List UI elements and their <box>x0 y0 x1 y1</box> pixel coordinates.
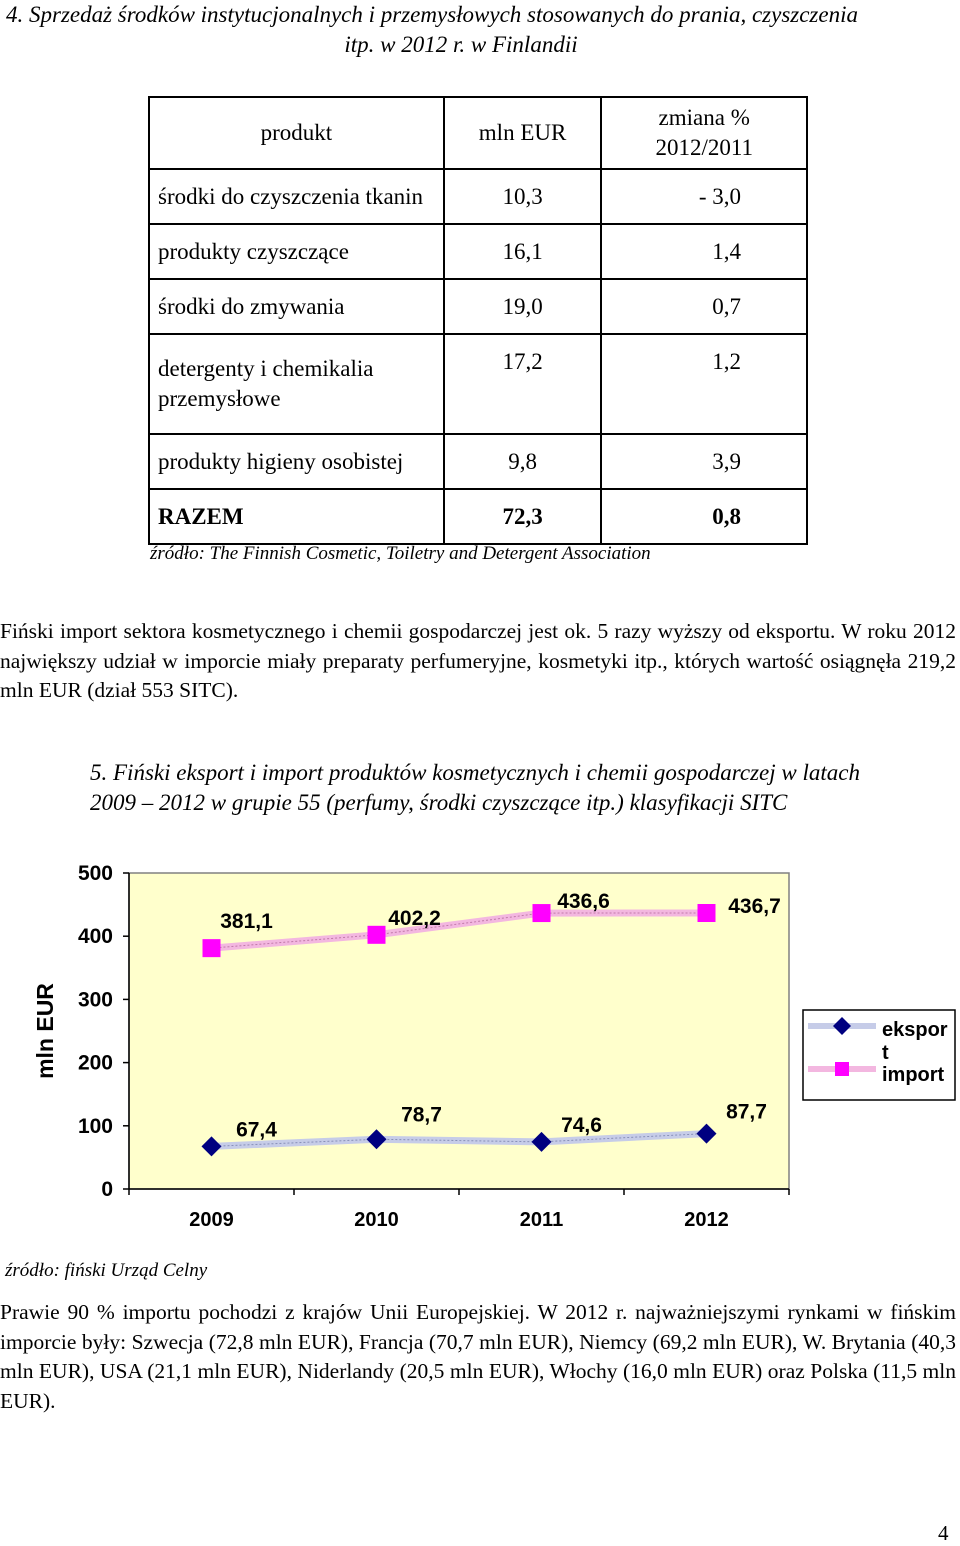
cell-produkt <box>149 334 444 434</box>
legend-label-import: import <box>882 1064 945 1086</box>
cell-mln: 19,0 <box>444 279 602 334</box>
cell-zmiana: 3,9 <box>601 434 807 489</box>
cell-zmiana: - 3,0 <box>601 169 807 224</box>
cell-produkt-l1: detergenty i chemikalia <box>158 356 374 381</box>
cell-produkt: środki do czyszczenia tkanin <box>149 169 444 224</box>
y-axis-label: mln EUR <box>32 983 58 1079</box>
header-zmiana <box>601 97 807 169</box>
cell-zmiana: 0,8 <box>601 489 807 544</box>
chart-root <box>32 862 955 1231</box>
cell-mln: 16,1 <box>444 224 602 279</box>
table-total-row <box>149 489 807 544</box>
paragraph-import: Fiński import sektora kosmetycznego i chemii gospodarczej jest ok. 5 razy wyższy od eksportu. W roku 2012 największy udział w imporcie miały preparaty perfumeryjne, kosmetyki itp., których wartość osiągnęła 219,2 mln EUR (dział 553 SITC). <box>0 619 956 702</box>
data-label: 87,7 <box>726 1100 767 1124</box>
y-tick-label: 300 <box>77 988 113 1012</box>
y-tick-label: 200 <box>77 1051 113 1075</box>
section4-title-line1: 4. Sprzedaż środków instytucjonalnych i przemysłowych stosowanych do prania, czyszczenia <box>6 2 858 27</box>
cell-produkt: środki do zmywania <box>149 279 444 334</box>
point-import-marker <box>203 939 221 957</box>
table-row <box>149 279 807 334</box>
x-tick-label: 2009 <box>189 1209 234 1231</box>
section4-title-line2: itp. w 2012 r. w Finlandii <box>344 32 578 57</box>
y-tick-label: 0 <box>101 1178 113 1201</box>
data-label: 67,4 <box>236 1118 277 1142</box>
point-import-marker <box>698 904 716 922</box>
section4-heading <box>6 0 956 60</box>
x-tick-label: 2010 <box>354 1209 399 1231</box>
data-label: 381,1 <box>220 910 273 934</box>
data-label: 402,2 <box>388 906 441 930</box>
cell-produkt: produkty czyszczące <box>149 224 444 279</box>
source-note-chart: źródło: fiński Urząd Celny <box>5 1260 208 1281</box>
section5-heading <box>90 758 950 818</box>
cell-mln: 10,3 <box>444 169 602 224</box>
header-mln-eur: mln EUR <box>444 97 602 169</box>
section5-title-line2: 2009 – 2012 w grupie 55 (perfumy, środki czyszczące itp.) klasyfikacji SITC <box>90 790 788 815</box>
y-tick-label: 500 <box>77 862 113 885</box>
page-number: 4 <box>938 1521 949 1545</box>
cell-zmiana: 1,4 <box>601 224 807 279</box>
table-row <box>149 434 807 489</box>
cell-zmiana: 1,2 <box>601 334 807 434</box>
cell-mln: 72,3 <box>444 489 602 544</box>
header-produkt: produkt <box>149 97 444 169</box>
point-import-marker <box>368 926 386 944</box>
point-import-marker <box>533 904 551 922</box>
section5-title-line1: 5. Fiński eksport i import produktów kosmetycznych i chemii gospodarczej w latach <box>90 760 860 785</box>
table-header-row <box>149 97 807 169</box>
legend-label-export-2: t <box>882 1042 889 1064</box>
x-tick-label: 2011 <box>519 1209 564 1231</box>
data-label: 436,6 <box>557 890 610 914</box>
cell-mln: 17,2 <box>444 334 602 434</box>
cell-mln: 9,8 <box>444 434 602 489</box>
x-tick-label: 2012 <box>684 1209 729 1231</box>
y-tick-label: 100 <box>77 1114 113 1138</box>
header-zmiana-l2: 2012/2011 <box>655 135 753 160</box>
sales-table <box>148 96 808 545</box>
cell-produkt-l2: przemysłowe <box>158 386 281 411</box>
y-tick-label: 400 <box>77 925 113 949</box>
cell-produkt: RAZEM <box>149 489 444 544</box>
data-label: 78,7 <box>401 1103 442 1127</box>
legend-label-export-1: ekspor <box>882 1019 948 1041</box>
data-label: 436,7 <box>728 895 781 919</box>
cell-zmiana: 0,7 <box>601 279 807 334</box>
cell-produkt: produkty higieny osobistej <box>149 434 444 489</box>
source-note-table: źródło: The Finnish Cosmetic, Toiletry and Detergent Association <box>150 543 651 564</box>
table-row <box>149 334 807 434</box>
legend-marker-import <box>835 1062 849 1076</box>
header-zmiana-l1: zmiana % <box>658 105 750 130</box>
table-row <box>149 169 807 224</box>
trade-line-chart <box>0 840 960 1250</box>
paragraph-markets: Prawie 90 % importu pochodzi z krajów Unii Europejskiej. W 2012 r. najważniejszymi rynkami w fińskim imporcie były: Szwecja (72,8 mln EUR), Francja (70,7 mln EUR), Niemcy (69,2 mln EUR), W. Brytania (40,3 mln EUR), USA (21,1 mln EUR), Niderlandy (20,5 mln EUR), Włochy (16,0 mln EUR) oraz Polska (11,5 mln EUR). <box>0 1300 956 1413</box>
data-label: 74,6 <box>561 1113 602 1137</box>
table-row <box>149 224 807 279</box>
